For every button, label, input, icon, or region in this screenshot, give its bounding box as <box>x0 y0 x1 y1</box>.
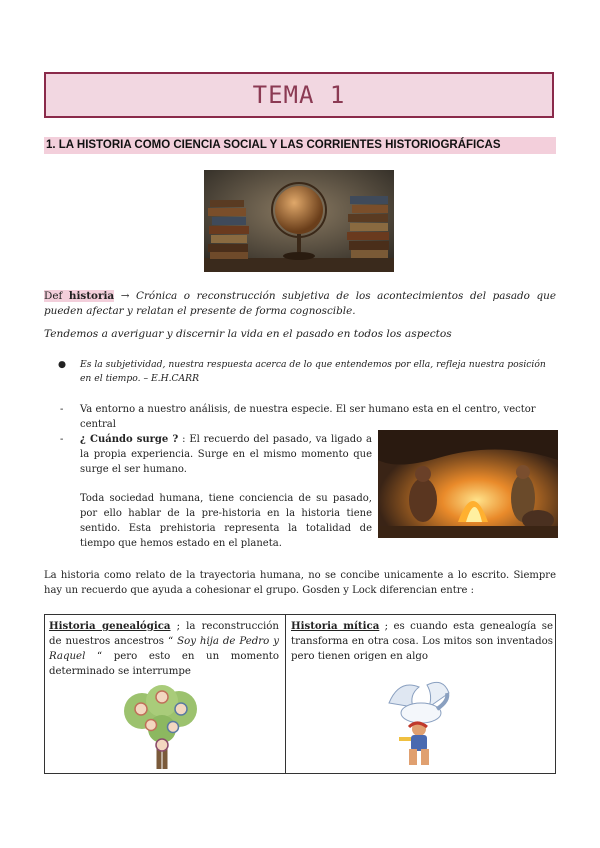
dash-item-1-text: Va entorno a nuestro análisis, de nuestra especie. El ser humano esta en el centro, vector central <box>80 404 536 430</box>
bullet-quote-text: Es la subjetividad, nuestra respuesta acerca de lo que entendemos por ella, refleja nuestra posición en el tiempo. – E.H.CARR <box>80 359 546 384</box>
mythical-term: Historia mítica <box>291 620 380 632</box>
section-heading: 1. LA HISTORIA COMO CIENCIA SOCIAL Y LAS CORRIENTES HISTORIOGRÁFICAS <box>44 137 556 154</box>
genealogical-quote: Soy hija de Pedro y Raquel <box>49 636 279 662</box>
dash-item-2 <box>62 432 372 551</box>
definition-paragraph <box>44 289 556 319</box>
bullet-dot: ● <box>58 359 67 370</box>
tendemos-line: Tendemos a averiguar y discernir la vida en el pasado en todos los aspectos <box>44 328 452 340</box>
globe-books-image <box>204 170 394 272</box>
cave-fire-image <box>378 430 558 538</box>
definition-term: historia <box>68 290 115 302</box>
pegasus-hercules-image <box>379 673 459 769</box>
page-title: TEMA 1 <box>252 81 346 109</box>
dash-item-1 <box>62 402 556 432</box>
definition-text: Crónica o reconstrucción subjetiva de los acontecimientos del pasado que pueden afectar y relatan el presente de forma cognoscible. <box>44 290 557 317</box>
table-divider <box>285 615 286 773</box>
mythical-cell <box>291 619 553 664</box>
dash-marker: - <box>60 434 64 445</box>
title-banner <box>44 72 554 118</box>
dash-marker: - <box>60 404 64 415</box>
arrow-glyph: → <box>114 290 137 302</box>
prehistory-paragraph: Toda sociedad humana, tiene conciencia de su pasado, por ello hablar de la pre-historia en la historia tiene sentido. Esta prehistoria representa la totalidad de tiempo que hemos estado en el planeta. <box>80 493 372 549</box>
comparison-table <box>44 614 556 774</box>
genealogical-text-b: “ pero esto en un momento determinado se interrumpe <box>49 651 279 677</box>
bullet-quote <box>58 358 556 386</box>
history-paragraph: La historia como relato de la trayectoria humana, no se concibe unicamente a lo escrito. Siempre hay un recuerdo que ayuda a cohesionar el grupo. Gosden y Lock diferencian entre : <box>44 570 556 596</box>
family-tree-image <box>117 685 207 769</box>
genealogical-cell <box>49 619 279 679</box>
mythical-text: ; es cuando esta genealogía se transforma en otra cosa. Los mitos son inventados pero tienen origen en algo <box>291 621 553 662</box>
genealogical-text-a: ; la reconstrucción de nuestros ancestros “ <box>49 621 279 647</box>
dash-item-2-text <box>62 432 372 477</box>
definition-prefix: Def <box>44 290 69 302</box>
question-term: ¿ Cuándo surge ? <box>80 434 179 445</box>
question-answer: : El recuerdo del pasado, va ligado a la propia experiencia. Surge en el mismo momento que surge el ser humano. <box>80 434 372 475</box>
genealogical-term: Historia genealógica <box>49 620 171 632</box>
